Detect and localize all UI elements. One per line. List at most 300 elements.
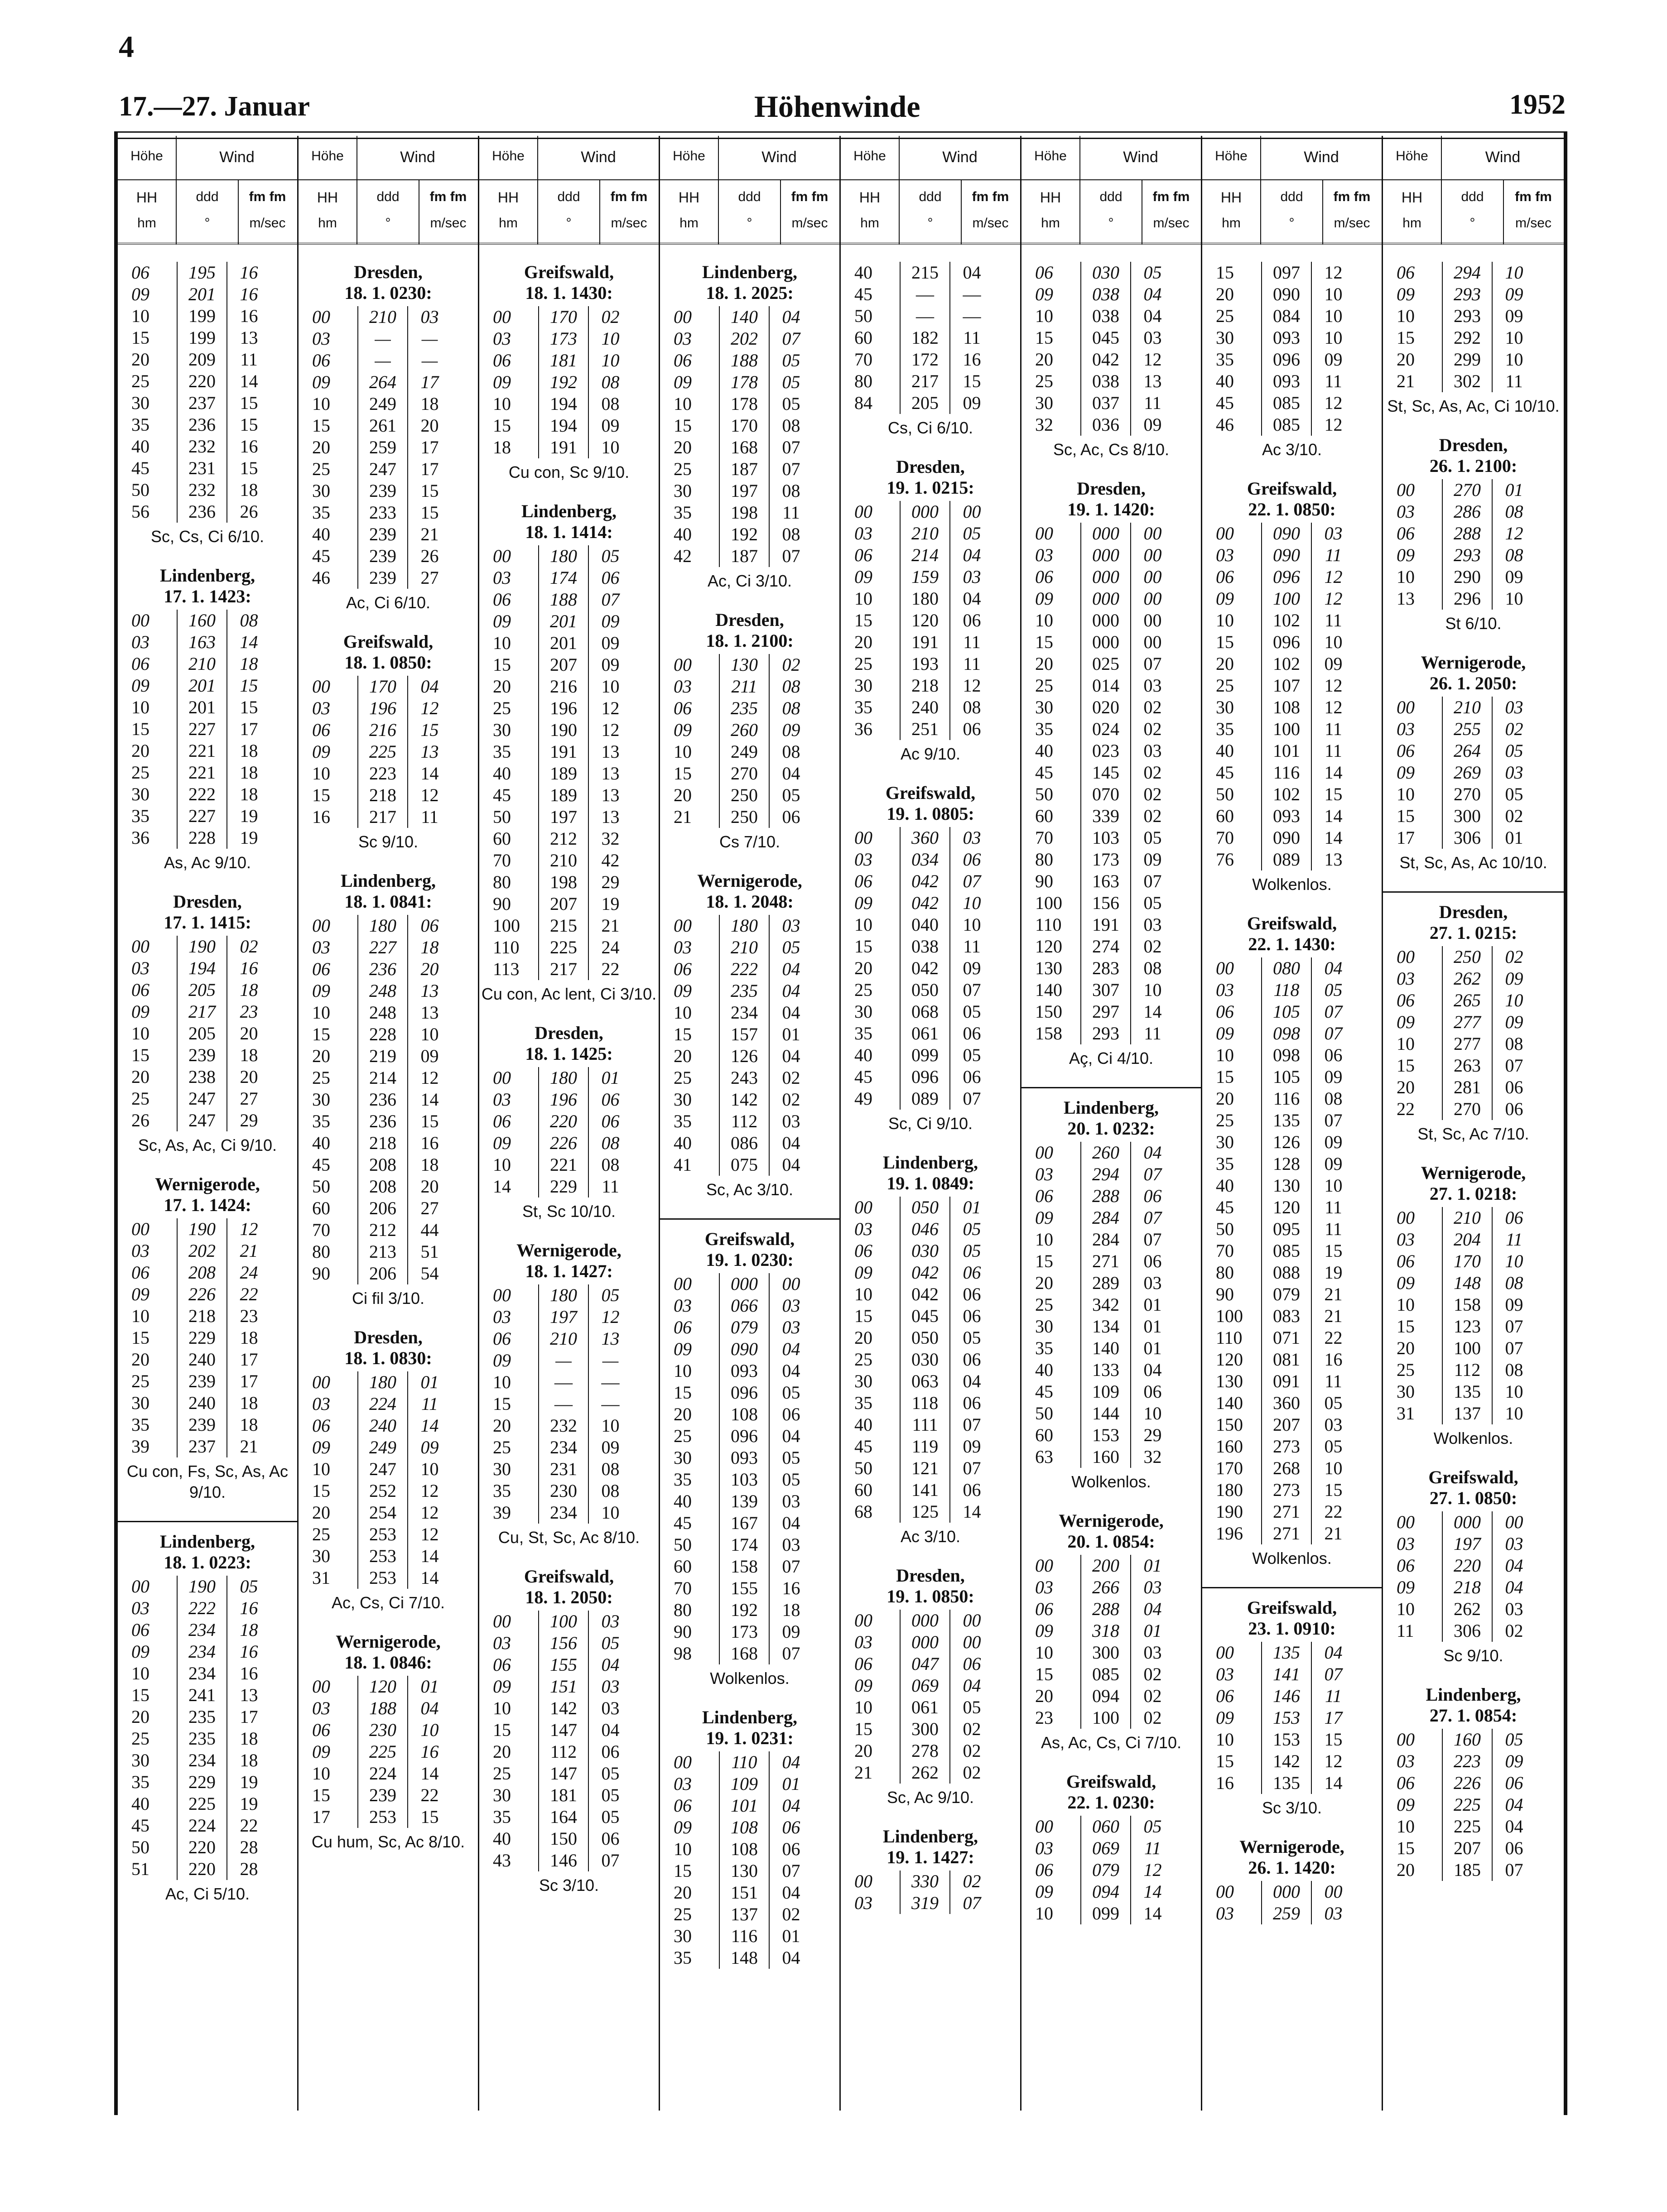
table-row [1216,1436,1355,1457]
height-cell: 00 [674,654,692,675]
height-cell: 196 [1216,1523,1243,1544]
direction-cell: 211 [719,676,769,697]
direction-cell: 227 [358,937,408,958]
table-row [493,415,632,437]
station-name: Greifswald, [1428,1467,1518,1487]
speed-cell: 04 [963,545,981,565]
table-row [131,1088,270,1110]
table-row [1035,1316,1174,1337]
speed-cell: 06 [1505,1838,1523,1858]
table-row [312,1067,451,1089]
speed-cell: 15 [240,697,258,717]
direction-cell: 050 [900,979,950,1001]
height-cell: 90 [1035,871,1053,891]
speed-cell: 11 [1325,1371,1342,1391]
direction-cell: 240 [177,1349,227,1370]
speed-cell: 04 [601,1654,620,1675]
table-row [1035,892,1174,914]
table-row [854,1370,993,1392]
table-row [674,1643,813,1664]
table-row [1397,1794,1536,1816]
height-cell: 10 [854,1284,872,1304]
table-row [854,1001,993,1023]
direction-cell: 187 [719,458,769,480]
height-cell: 80 [1216,1262,1234,1283]
speed-cell: 18 [240,741,258,761]
table-row [1216,392,1355,414]
table-row [854,1414,993,1436]
hh-label: HH [1401,189,1423,206]
height-cell: 00 [854,1197,872,1217]
table-row [312,524,451,545]
sounding-block [841,262,1020,438]
direction-cell: 232 [177,436,227,457]
table-row [493,871,632,893]
table-row [1035,1294,1174,1316]
speed-cell: 14 [420,1568,439,1588]
table-row [1035,979,1174,1001]
direction-cell: 224 [358,1393,408,1415]
speed-cell: 07 [963,1893,981,1913]
height-cell: 36 [131,827,149,848]
table-row [1216,1001,1355,1023]
height-cell: 25 [131,1728,149,1749]
speed-cell: 04 [1324,958,1343,978]
direction-cell: 194 [539,393,588,415]
table-row [1035,870,1174,892]
hoehe-label: Höhe [1215,149,1248,163]
height-cell: 158 [1035,1023,1062,1043]
height-cell: 40 [1216,741,1234,761]
direction-cell: 222 [719,958,769,980]
direction-cell: 262 [1442,968,1492,990]
sounding-block [1383,262,1564,417]
speed-cell: 07 [1324,1664,1343,1684]
height-cell: 10 [1397,1034,1415,1054]
height-cell: 03 [1216,980,1234,1000]
direction-cell: 096 [1262,349,1311,370]
height-cell: 10 [1035,1642,1053,1663]
speed-cell: 05 [601,1285,620,1305]
table-row [131,1414,270,1436]
observation-time: 17. 1. 1415: [164,912,251,933]
hm-unit: hm [860,216,879,231]
speed-cell: 04 [1505,1555,1523,1576]
table-row [1216,1066,1355,1088]
speed-cell: 17 [420,459,439,479]
table-row [674,1067,813,1089]
sounding-block [841,1152,1020,1547]
table-row [312,437,451,458]
table-row [1397,784,1536,805]
height-cell: 03 [674,1774,692,1794]
speed-cell: 16 [240,284,258,304]
speed-cell: 07 [782,1861,800,1881]
direction-cell: 217 [177,1001,227,1023]
height-cell: 50 [312,1176,330,1197]
height-cell: 00 [854,827,872,848]
direction-cell: 249 [719,741,769,763]
direction-cell: 000 [1081,523,1131,544]
ddd-label: ddd [1461,189,1484,204]
table-row [854,392,993,414]
height-cell: 00 [493,1611,511,1631]
station-name: Dresden, [1439,435,1508,455]
station-name: Greifswald, [524,1566,614,1587]
wind-table [674,915,813,1176]
speed-cell: 07 [1143,1164,1162,1184]
station-name: Wernigerode, [697,870,802,891]
direction-cell: 209 [177,349,227,370]
height-cell: 00 [131,1219,149,1239]
height-cell: 20 [312,437,330,457]
speed-cell: 18 [420,394,439,414]
table-row [1216,1262,1355,1284]
table-row [1216,1370,1355,1392]
height-header [1202,136,1261,245]
height-cell: 03 [854,1632,872,1652]
direction-cell: 156 [1081,892,1131,914]
speed-cell: 10 [963,893,981,913]
station-name: Dresden, [354,262,423,282]
height-cell: 06 [1397,1251,1415,1271]
table-row [674,1360,813,1382]
speed-cell: 07 [782,546,800,566]
height-cell: 60 [674,1556,692,1577]
direction-cell: 140 [1081,1337,1131,1359]
direction-cell: 277 [1442,1033,1492,1055]
observation-time: 17. 1. 1424: [164,1195,251,1215]
speed-cell: 02 [1143,697,1162,717]
table-row [1216,1175,1355,1197]
speed-cell: 28 [240,1859,258,1879]
height-cell: 03 [1397,968,1415,989]
speed-cell: 02 [1143,1686,1162,1706]
speed-cell: 07 [1505,1338,1523,1358]
table-row [1397,1555,1536,1577]
table-row [854,827,993,849]
table-row [131,305,270,327]
table-row [493,915,632,937]
speed-cell: 28 [240,1837,258,1857]
height-cell: 140 [1035,980,1062,1000]
speed-cell: 42 [601,850,620,870]
speed-cell: 12 [1324,393,1343,413]
speed-cell: 21 [240,1436,258,1457]
direction-cell: 240 [900,697,950,718]
table-row [674,306,813,328]
table-row [1216,1305,1355,1327]
direction-cell: 271 [1262,1501,1311,1523]
direction-cell: 071 [1262,1327,1311,1349]
speed-cell: 05 [1143,893,1162,913]
height-cell: 20 [1397,1338,1415,1358]
speed-cell: 14 [240,371,258,391]
height-cell: 80 [1035,849,1053,870]
cloud-note: Sc, Ac 3/10. [706,1180,794,1199]
wind-label: Wind [1123,149,1158,166]
speed-cell: 00 [1505,1512,1523,1532]
height-cell: 03 [1035,1164,1053,1184]
direction-cell: 215 [539,915,588,937]
speed-cell: 04 [782,307,800,327]
speed-cell: 05 [1143,827,1162,848]
height-cell: 03 [1216,1903,1234,1923]
speed-cell: 04 [782,959,800,979]
height-cell: 15 [1216,262,1234,283]
height-cell: 40 [1035,1360,1053,1380]
table-row [1216,675,1355,697]
table-row [854,1653,993,1675]
height-cell: 120 [1216,1349,1243,1370]
direction-cell: — [900,284,950,305]
speed-cell: — [963,306,981,326]
speed-cell: — [601,1372,620,1392]
speed-cell: 18 [420,1154,439,1175]
table-row [493,1350,632,1371]
hh-label: HH [678,189,700,206]
table-row [674,1860,813,1882]
speed-cell: 21 [420,524,439,544]
direction-cell: 201 [177,675,227,697]
direction-cell: 206 [358,1197,408,1219]
table-row [131,1349,270,1370]
table-row [312,502,451,524]
table-row [312,1154,451,1176]
speed-cell: 16 [782,1578,800,1598]
height-cell: 45 [854,1436,872,1457]
speed-cell: 09 [1505,306,1523,326]
height-cell: 35 [493,1481,511,1501]
height-cell: 09 [493,1133,511,1153]
speed-cell: 02 [240,936,258,957]
direction-cell: 196 [539,1089,588,1111]
height-cell: 10 [131,1023,149,1043]
speed-cell: 44 [420,1220,439,1240]
speed-cell: 21 [1324,1284,1343,1304]
table-row [131,610,270,631]
height-cell: 03 [854,523,872,543]
direction-cell: 168 [719,437,769,458]
direction-cell: 000 [719,1273,769,1295]
direction-cell: 197 [539,1306,588,1328]
table-row [1035,523,1174,544]
speed-cell: 01 [782,1926,800,1946]
height-cell: 40 [131,436,149,457]
speed-cell: 14 [420,1089,439,1110]
table-row [674,1425,813,1447]
table-row [1216,1088,1355,1110]
height-cell: 140 [1216,1393,1243,1413]
speed-cell: 07 [782,328,800,349]
height-cell: 45 [131,1815,149,1836]
height-cell: 20 [1397,349,1415,370]
speed-cell: 06 [963,1393,981,1413]
hh-label: HH [1220,189,1242,206]
speed-cell: 13 [240,327,258,348]
direction-cell: 174 [719,1534,769,1556]
height-cell: 40 [1035,741,1053,761]
direction-cell: 178 [719,393,769,415]
height-cell: 09 [1397,762,1415,783]
direction-cell: 178 [719,371,769,393]
height-cell: 06 [312,720,330,740]
height-cell: 15 [312,415,330,436]
height-cell: 25 [131,1371,149,1391]
direction-cell: 090 [1262,544,1311,566]
table-row [1035,784,1174,805]
direction-cell: 142 [1262,1750,1311,1772]
wind-label: Wind [219,149,255,166]
speed-cell: 03 [1143,327,1162,348]
cloud-note: Wolkenlos. [710,1669,790,1688]
height-cell: 70 [312,1220,330,1240]
direction-cell: 151 [539,1676,588,1697]
table-row [131,1305,270,1327]
wind-table [1397,1511,1536,1642]
speed-cell: 06 [1505,1077,1523,1097]
height-cell: 09 [1035,1881,1053,1902]
height-cell: 45 [674,1513,692,1533]
table-row [854,675,993,697]
direction-cell: 215 [900,262,950,284]
table-row [131,501,270,523]
table-row [674,937,813,958]
observation-time: 18. 1. 0841: [344,891,432,912]
height-cell: 35 [674,1469,692,1490]
height-cell: 130 [1216,1371,1243,1391]
direction-cell: 266 [1081,1577,1131,1598]
height-cell: 00 [1035,1816,1053,1837]
table-row [493,1089,632,1111]
height-cell: 15 [493,415,511,436]
table-row [131,327,270,349]
wind-table [312,306,451,589]
height-cell: 160 [1216,1436,1243,1457]
speed-cell: 08 [1324,1088,1343,1109]
speed-cell: 05 [782,937,800,957]
height-cell: 90 [1216,1284,1234,1304]
direction-cell: 202 [177,1240,227,1262]
degree-unit: ° [385,216,391,231]
speed-cell: 10 [1505,1381,1523,1402]
direction-cell: 293 [1442,305,1492,327]
direction-cell: 192 [719,1599,769,1621]
direction-cell: 199 [177,305,227,327]
hm-unit: hm [679,216,699,231]
height-cell: 39 [493,1502,511,1523]
cloud-note: Ac, Ci 3/10. [707,572,792,590]
table-row [312,350,451,371]
speed-cell: 05 [963,523,981,543]
speed-cell: 00 [1143,632,1162,652]
speed-cell: 14 [420,1763,439,1784]
height-cell: 00 [1397,697,1415,717]
direction-cell: 238 [177,1066,227,1088]
table-row [1216,957,1355,979]
height-cell: 15 [312,785,330,805]
height-cell: 25 [1035,1294,1053,1315]
sounding-block [1383,435,1564,634]
height-cell: 25 [1216,1110,1234,1130]
table-row [1397,1620,1536,1642]
table-row [1035,957,1174,979]
height-cell: 10 [312,394,330,414]
speed-cell: 05 [782,394,800,414]
speed-cell: 18 [240,1750,258,1770]
speed-cell: 10 [601,437,620,457]
speed-cell: 10 [420,1024,439,1044]
sounding-block [299,262,478,613]
speed-cell: 21 [601,915,620,936]
height-cell: 40 [493,763,511,784]
speed-cell: 11 [1505,1229,1523,1250]
table-row [493,937,632,958]
direction-cell: 239 [358,1784,408,1806]
wind-table [1216,957,1355,1544]
speed-cell: 04 [782,1426,800,1446]
speed-cell: 13 [240,1685,258,1705]
table-row [1397,718,1536,740]
table-row [854,1066,993,1088]
height-cell: 20 [1216,1088,1234,1109]
height-cell: 25 [131,371,149,391]
table-row [674,1154,813,1176]
table-row [854,349,993,370]
direction-cell: 293 [1442,284,1492,305]
height-cell: 30 [854,675,872,696]
speed-cell: 06 [1324,1045,1343,1065]
station-name: Lindenberg, [882,1152,978,1173]
speed-cell: 29 [240,1110,258,1130]
direction-cell: 250 [719,806,769,828]
table-row [1397,1772,1536,1794]
direction-cell: 217 [900,370,950,392]
speed-cell: 20 [420,959,439,979]
speed-cell: 08 [782,741,800,762]
direction-cell: 105 [1262,1066,1311,1088]
wind-table [1035,523,1174,1044]
speed-cell: 16 [240,958,258,978]
direction-cell: 234 [539,1502,588,1524]
table-row [312,1415,451,1437]
speed-cell: 18 [240,480,258,500]
height-cell: 00 [1216,1642,1234,1663]
speed-cell: 04 [782,1154,800,1175]
wind-table [1397,1207,1536,1424]
wind-header [357,136,478,245]
direction-cell: 102 [1262,653,1311,675]
speed-cell: 06 [601,1089,620,1110]
speed-cell: 13 [420,1002,439,1023]
station-name: Dresden, [173,891,242,912]
wind-table [674,1273,813,1664]
direction-cell: 270 [1442,784,1492,805]
sounding-block [479,1240,659,1548]
speed-cell: 06 [963,1262,981,1283]
table-row [854,697,993,718]
direction-cell: 259 [1262,1903,1311,1924]
height-cell: 60 [312,1198,330,1218]
speed-cell: 08 [782,524,800,544]
height-cell: 09 [854,567,872,587]
table-row [854,1392,993,1414]
table-row [854,718,993,740]
table-row [854,1284,993,1305]
table-row [1216,1240,1355,1262]
table-row [854,523,993,544]
height-cell: 80 [674,1600,692,1620]
